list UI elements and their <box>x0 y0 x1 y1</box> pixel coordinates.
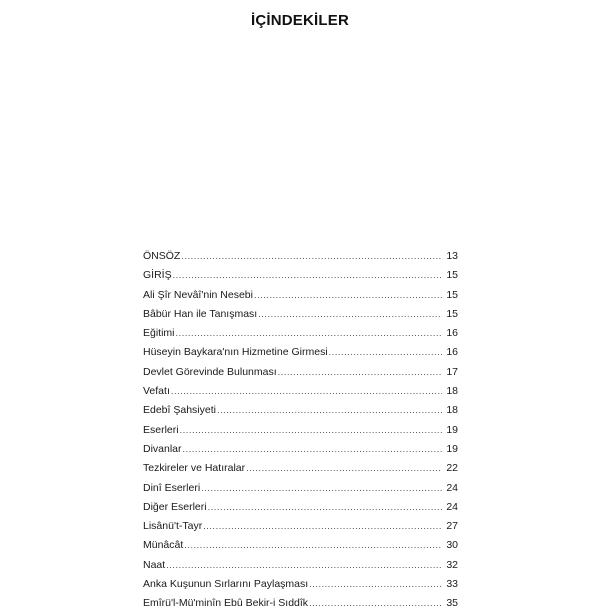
toc-entry-page: 13 <box>446 250 458 262</box>
page-title: İÇİNDEKİLER <box>250 12 350 29</box>
toc-entry-label: Bâbür Han ile Tanışması <box>143 307 258 320</box>
toc-entry <box>143 440 458 459</box>
toc-entry <box>143 498 458 517</box>
toc-dot-leader <box>180 421 442 440</box>
toc-entry-page: 19 <box>446 442 458 455</box>
toc-dot-leader <box>181 247 442 266</box>
toc-entry-label: Tezkireler ve Hatıralar <box>143 462 246 475</box>
toc-entry <box>143 343 458 362</box>
toc-entry <box>143 305 458 324</box>
toc-dot-leader <box>246 459 442 478</box>
toc-entry-label: Divanlar <box>143 442 182 455</box>
toc-entry-page: 24 <box>446 500 458 513</box>
toc-entry <box>143 594 458 613</box>
toc-entry-page: 33 <box>446 578 458 591</box>
toc-entry-label: Anka Kuşunun Sırlarını Paylaşması <box>143 578 309 591</box>
toc-entry <box>143 479 458 498</box>
toc-entry-page: 22 <box>446 462 458 475</box>
toc-dot-leader <box>217 401 442 420</box>
toc-entry-label: Eserleri <box>143 423 179 436</box>
toc-dot-leader <box>201 479 442 498</box>
toc-entry-page: 16 <box>446 346 458 359</box>
toc-entry-page: 27 <box>446 520 458 533</box>
toc-entry-page: 15 <box>446 269 458 282</box>
toc-entry <box>143 459 458 478</box>
toc-entry-label: Devlet Görevinde Bulunması <box>143 365 277 378</box>
toc-entry-page: 19 <box>446 423 458 436</box>
toc-dot-leader <box>166 556 442 575</box>
toc-entry-page: 18 <box>446 385 458 398</box>
toc-entry-label: GİRİŞ <box>143 269 172 282</box>
table-of-contents <box>143 247 458 614</box>
toc-entry-page: 15 <box>446 307 458 320</box>
toc-entry-label: Eğitimi <box>143 327 175 340</box>
toc-dot-leader <box>254 286 442 305</box>
toc-entry-page: 35 <box>446 597 458 610</box>
toc-entry-page: 32 <box>446 558 458 571</box>
toc-entry <box>143 401 458 420</box>
toc-entry-page: 17 <box>446 365 458 378</box>
toc-dot-leader <box>203 517 442 536</box>
toc-entry-label: Münâcât <box>143 539 184 552</box>
toc-dot-leader <box>329 343 442 362</box>
toc-entry-page: 18 <box>446 404 458 417</box>
toc-entry-label: Dinî Eserleri <box>143 481 201 494</box>
toc-entry-label: Naat <box>143 558 166 571</box>
toc-entry-page: 30 <box>446 539 458 552</box>
toc-entry-label: Ali Şîr Nevâî'nin Nesebi <box>143 288 253 301</box>
toc-dot-leader <box>208 498 442 517</box>
toc-dot-leader <box>258 305 442 324</box>
toc-entry-label: Edebî Şahsiyeti <box>143 404 216 417</box>
toc-entry-label: Emîrü'l-Mü'minîn Ebû Bekir-i Sıddîk <box>143 597 309 610</box>
toc-entry <box>143 286 458 305</box>
toc-entry <box>143 382 458 401</box>
toc-dot-leader <box>176 324 442 343</box>
toc-entry <box>143 266 458 285</box>
toc-entry <box>143 363 458 382</box>
toc-entry-page: 16 <box>446 327 458 340</box>
toc-entry <box>143 536 458 555</box>
toc-entry-label: ÖNSÖZ <box>143 250 181 262</box>
toc-entry <box>143 575 458 594</box>
toc-dot-leader <box>309 575 442 594</box>
toc-entry <box>143 324 458 343</box>
toc-dot-leader <box>183 440 442 459</box>
toc-dot-leader <box>278 363 442 382</box>
toc-dot-leader <box>184 536 442 555</box>
toc-entry-page: 15 <box>446 288 458 301</box>
toc-entry <box>143 556 458 575</box>
toc-dot-leader <box>309 594 442 613</box>
toc-entry-page: 24 <box>446 481 458 494</box>
toc-entry-label: Hüseyin Baykara'nın Hizmetine Girmesi <box>143 346 328 359</box>
toc-dot-leader <box>173 266 442 285</box>
toc-entry <box>143 247 458 266</box>
toc-entry-label: Lisânü't-Tayr <box>143 520 203 533</box>
toc-entry-label: Vefatı <box>143 385 170 398</box>
toc-entry <box>143 421 458 440</box>
toc-entry <box>143 517 458 536</box>
toc-entry-label: Diğer Eserleri <box>143 500 207 513</box>
toc-dot-leader <box>171 382 442 401</box>
